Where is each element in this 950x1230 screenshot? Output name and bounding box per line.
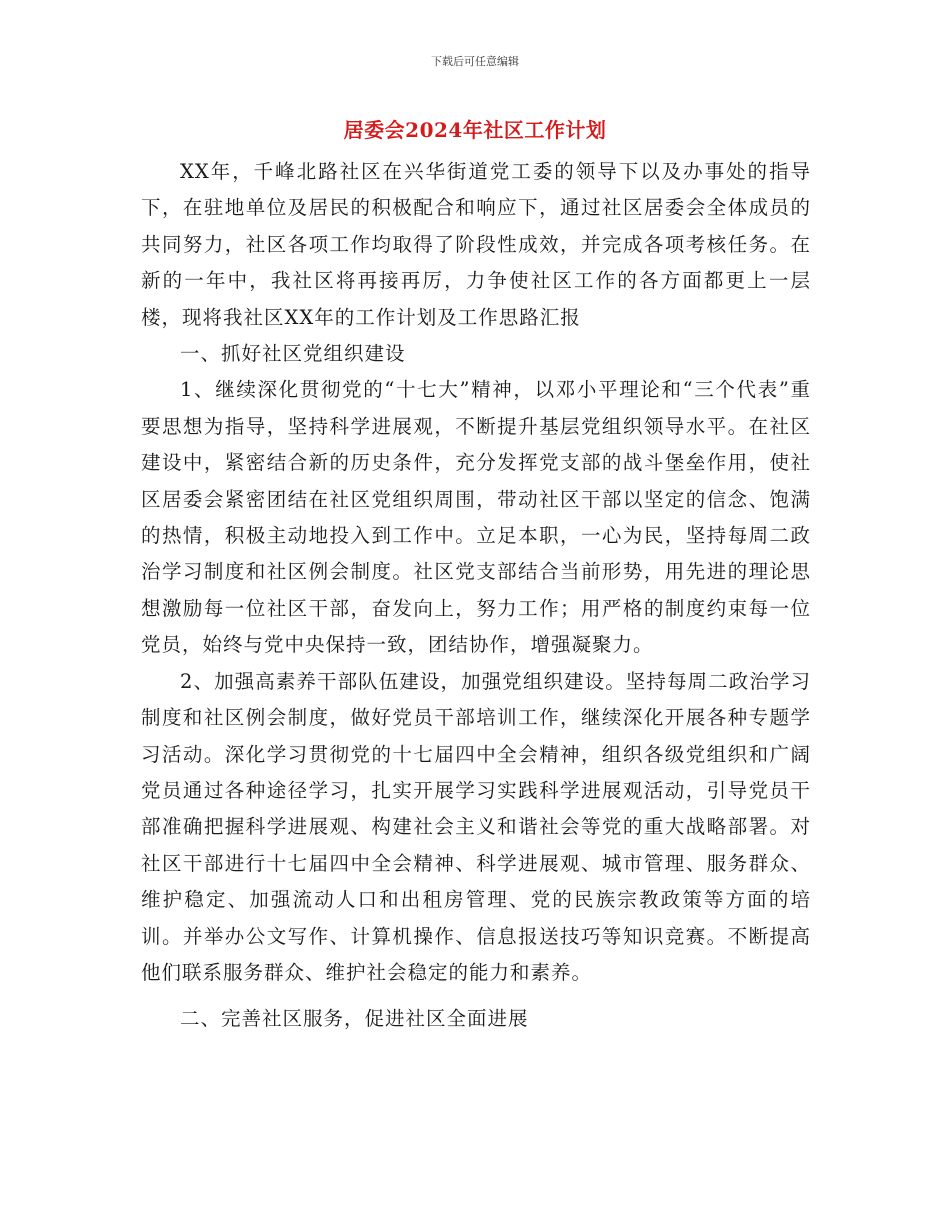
document-body xyxy=(141,154,811,1038)
header-note: 下载后可任意编辑 xyxy=(431,55,519,68)
paragraph-item-2: 2、加强高素养干部队伍建设，加强党组织建设。坚持每周二政治学习制度和社区例会制度，做好党员干部培训工作，继续深化开展各种专题学习活动。深化学习贯彻党的十七届四中全会精神，组织各级党组织和广阔党员通过各种途径学习，扎实开展学习实践科学进展观活动，引导党员干部准确把握科学进展观、构建社会主义和谐社会等党的重大战略部署。对社区干部进行十七届四中全会精神、科学进展观、城市管理、服务群众、维护稳定、加强流动人口和出租房管理、党的民族宗教政策等方面的培训。并举办公文写作、计算机操作、信息报送技巧等知识竞赛。不断提高他们联系服务群众、维护社会稳定的能力和素养。 xyxy=(141,669,811,984)
paragraph-intro: XX年，千峰北路社区在兴华街道党工委的领导下以及办事处的指导下，在驻地单位及居民的积极配合和响应下，通过社区居委会全体成员的共同努力，社区各项工作均取得了阶段性成效，并完成各项考核任务。在新的一年中，我社区将再接再厉，力争使社区工作的各方面都更上一层楼，现将我社区XX年的工作计划及工作思路汇报 xyxy=(141,160,811,329)
document-title: 居委会2024年社区工作计划 xyxy=(343,118,607,142)
section-heading-2: 二、完善社区服务，促进社区全面进展 xyxy=(180,1007,529,1031)
paragraph-item-1: 1、继续深化贯彻党的“十七大”精神，以邓小平理论和“三个代表”重要思想为指导，坚持科学进展观，不断提升基层党组织领导水平。在社区建设中，紧密结合新的历史条件，充分发挥党支部的战斗堡垒作用，使社区居委会紧密团结在社区党组织周围，带动社区干部以坚定的信念、饱满的热情，积极主动地投入到工作中。立足本职，一心为民，坚持每周二政治学习制度和社区例会制度。社区党支部结合当前形势，用先进的理论思想激励每一位社区干部，奋发向上，努力工作；用严格的制度约束每一位党员，始终与党中央保持一致，团结协作，增强凝聚力。 xyxy=(141,378,811,657)
section-heading-1: 一、抓好社区党组织建设 xyxy=(180,342,406,366)
